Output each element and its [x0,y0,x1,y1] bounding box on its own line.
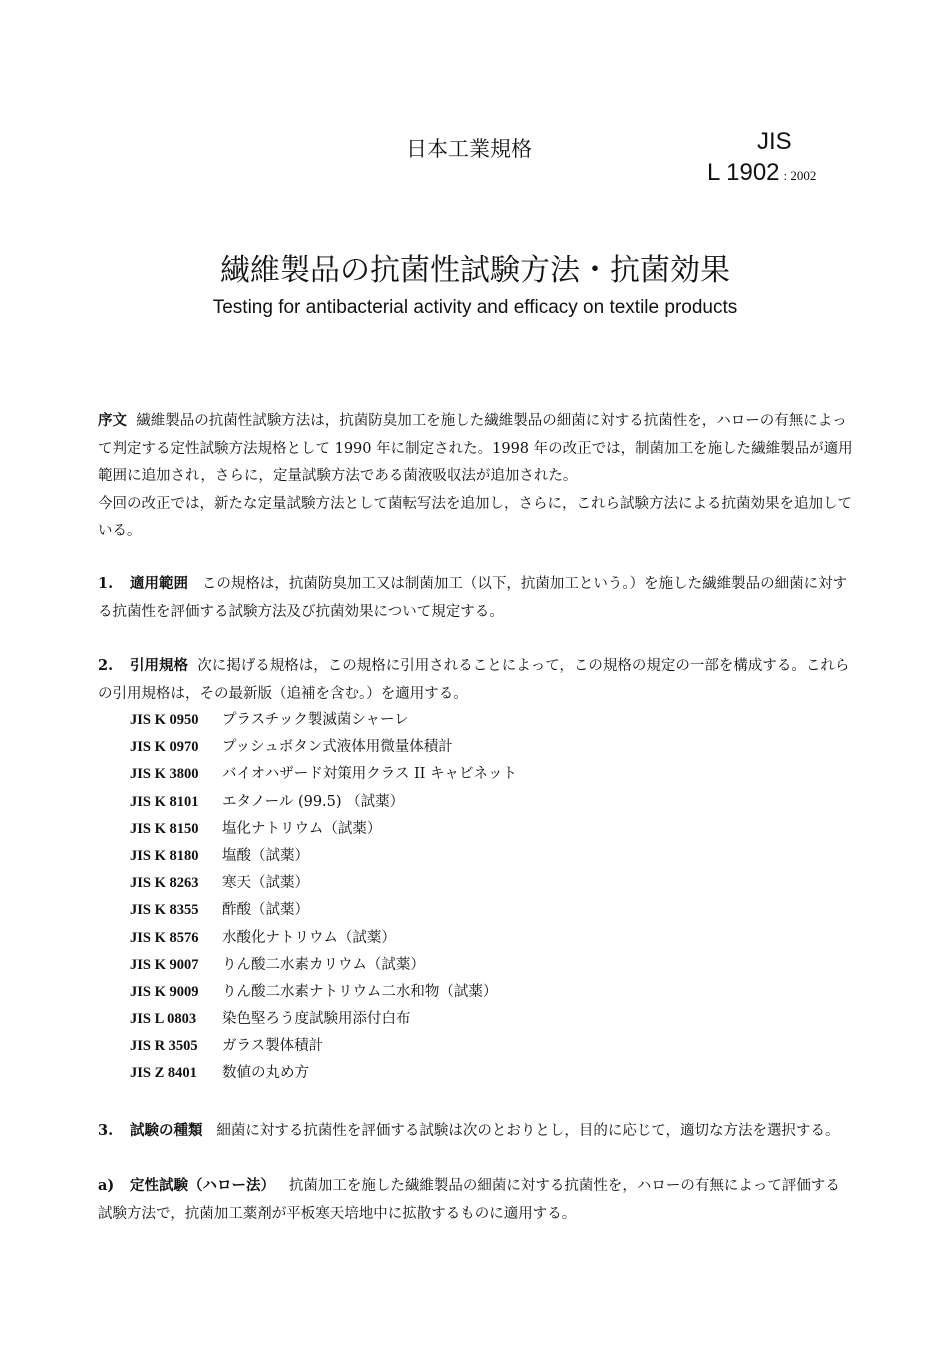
reference-title: 数値の丸め方 [222,1065,309,1082]
section-1-text: この規格は，抗菌防臭加工又は制菌加工（以下，抗菌加工という。）を施した繊維製品の細菌に対する抗菌性を評価する試験方法及び抗菌効果について規定する。 [98,576,848,620]
standard-number [707,159,816,187]
reference-item [130,870,517,897]
reference-title: りん酸二水素カリウム（試薬） [222,956,425,973]
item-a-text: 抗菌加工を施した繊維製品の細菌に対する抗菌性を，ハローの有無によって評価する試験方法で，抗菌加工薬剤が平板寒天培地中に拡散するものに適用する。 [98,1178,840,1222]
reference-code: JIS K 8180 [130,847,199,864]
standard-year: : 2002 [783,168,817,183]
reference-code: JIS K 3800 [130,766,199,783]
reference-code: JIS K 0950 [130,712,199,728]
reference-item [130,734,517,761]
reference-title: 寒天（試薬） [222,875,309,892]
reference-item [130,843,517,870]
reference-code: JIS K 8150 [130,820,199,837]
reference-code: JIS K 8101 [130,793,199,810]
section-3-number: 3. [98,1122,114,1139]
section-2-text: 次に掲げる規格は，この規格に引用されることによって，この規格の規定の一部を構成する。これらの引用規格は，その最新版（追補を含む。）を適用する。 [98,658,850,702]
reference-title: プッシュボタン式液体用微量体積計 [222,739,453,756]
reference-item [130,1033,517,1060]
section-3 [98,1117,854,1146]
reference-item [130,816,517,843]
reference-list [130,707,517,1088]
reference-code: JIS K 9007 [130,956,199,973]
reference-title: プラスチック製滅菌シャーレ [222,712,409,728]
reference-code: JIS K 8263 [130,875,199,892]
section-2 [98,652,854,708]
reference-code: JIS K 8576 [130,929,199,946]
section-3-text: 細菌に対する抗菌性を評価する試験は次のとおりとし，目的に応じて，適切な方法を選択する。 [216,1123,840,1139]
document-title-ja: 繊維製品の抗菌性試験方法・抗菌効果 [220,253,730,288]
reference-item [130,952,517,979]
item-a-heading: 定性試験（ハロー法） [130,1178,275,1194]
reference-title: 水酸化ナトリウム（試薬） [222,929,396,946]
header-title: 日本工業規格 [406,137,532,161]
reference-code: JIS R 3505 [130,1038,198,1055]
section-2-heading: 引用規格 [130,658,188,674]
reference-code: JIS K 8355 [130,902,199,919]
section-3-item-a [98,1172,854,1228]
reference-code: JIS L 0803 [130,1011,197,1028]
reference-item [130,707,517,734]
document-title-en: Testing for antibacterial activity and efficacy on textile products [212,297,738,318]
reference-item [130,761,517,788]
reference-code: JIS K 9009 [130,983,199,1000]
intro-paragraph [98,408,854,546]
section-1 [98,570,854,626]
reference-item [130,1006,517,1033]
jis-mark: JIS [757,128,792,155]
intro-heading: 序文 [98,413,127,429]
section-1-number: 1. [98,575,114,592]
intro-text-2: 今回の改正では，新たな定量試験方法として菌転写法を追加し，さらに，これら試験方法による抗菌効果を追加している。 [98,495,852,539]
reference-title: 塩酸（試薬） [222,847,309,864]
reference-title: 酢酸（試薬） [222,902,309,919]
reference-title: 塩化ナトリウム（試薬） [222,820,382,837]
reference-item [130,897,517,924]
reference-item [130,789,517,816]
section-2-number: 2. [98,657,114,674]
section-1-heading: 適用範囲 [130,576,188,592]
reference-code: JIS Z 8401 [130,1065,197,1082]
intro-text: 繊維製品の抗菌性試験方法は，抗菌防臭加工を施した繊維製品の細菌に対する抗菌性を，ハローの有無によって判定する定性試験方法規格として 1990 年に制定された。1998 年の改正では，制菌加工を施した繊維製品が適用範囲に追加され，さらに，定量試験方法である菌液吸収法が追加された。 [98,413,853,484]
item-a-label: a) [98,1177,115,1194]
reference-title: エタノール (99.5) （試薬） [222,793,405,810]
reference-title: バイオハザード対策用クラス II キャビネット [222,766,518,783]
reference-item [130,925,517,952]
reference-title: りん酸二水素ナトリウム二水和物（試薬） [222,983,498,1000]
standard-number-text: L 1902 [707,159,780,186]
reference-title: ガラス製体積計 [222,1038,324,1055]
reference-title: 染色堅ろう度試験用添付白布 [222,1011,411,1028]
section-3-heading: 試験の種類 [130,1123,203,1139]
reference-item [130,979,517,1006]
reference-code: JIS K 0970 [130,739,199,756]
reference-item [130,1060,517,1087]
